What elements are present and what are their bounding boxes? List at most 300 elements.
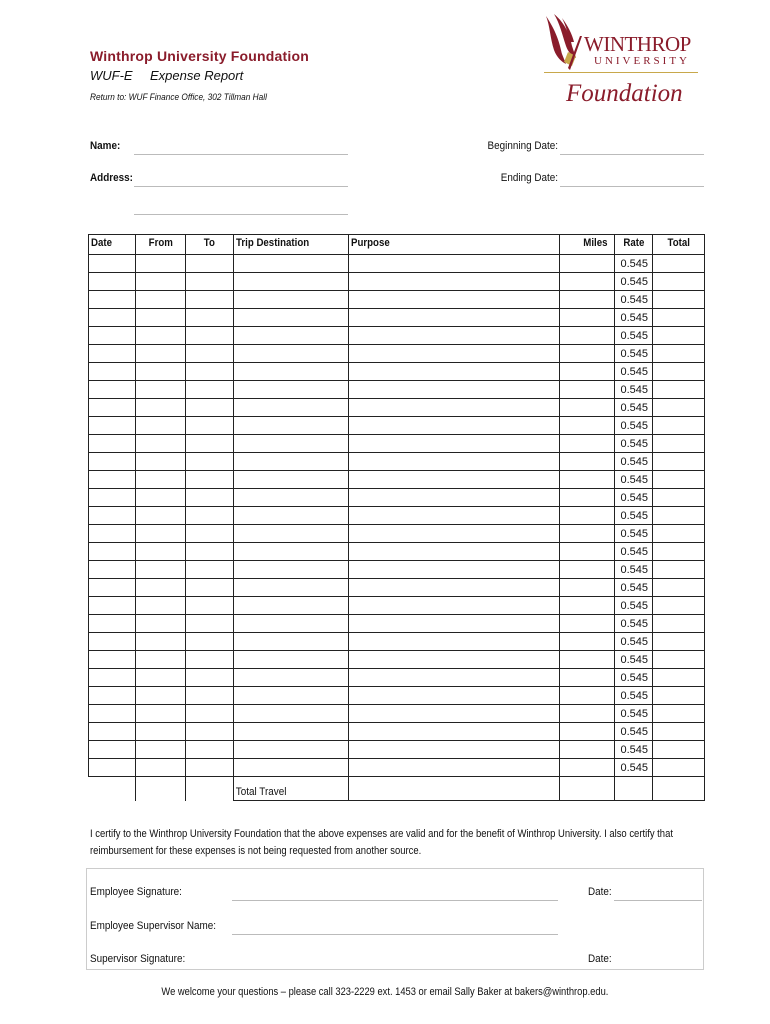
table-row bbox=[89, 759, 705, 777]
purpose-cell[interactable] bbox=[349, 273, 560, 291]
purpose-cell[interactable] bbox=[349, 579, 560, 597]
purpose-cell[interactable] bbox=[349, 525, 560, 543]
rate-cell: 0.545 bbox=[615, 273, 653, 291]
to-cell[interactable] bbox=[186, 273, 234, 291]
purpose-cell[interactable] bbox=[349, 723, 560, 741]
total-cell[interactable] bbox=[653, 273, 705, 291]
destination-cell[interactable] bbox=[234, 291, 349, 309]
address-field[interactable] bbox=[134, 186, 348, 187]
destination-cell[interactable] bbox=[234, 579, 349, 597]
expense-table bbox=[88, 234, 705, 801]
date-cell[interactable] bbox=[89, 561, 136, 579]
miles-cell[interactable] bbox=[560, 273, 615, 291]
beginning-date-label: Beginning Date: bbox=[487, 140, 558, 152]
address-field-line-2[interactable] bbox=[134, 214, 348, 215]
table-row bbox=[89, 255, 705, 273]
rate-cell: 0.545 bbox=[615, 633, 653, 651]
to-cell[interactable] bbox=[186, 417, 234, 435]
rate-cell: 0.545 bbox=[615, 489, 653, 507]
total-amount-cell[interactable] bbox=[653, 777, 705, 801]
name-label: Name: bbox=[90, 140, 121, 152]
ending-date-label: Ending Date: bbox=[500, 172, 558, 184]
from-cell[interactable] bbox=[136, 597, 186, 615]
destination-cell[interactable] bbox=[234, 273, 349, 291]
purpose-cell[interactable] bbox=[349, 291, 560, 309]
header-rate: Rate bbox=[615, 235, 653, 255]
destination-cell[interactable] bbox=[234, 543, 349, 561]
to-cell[interactable] bbox=[186, 327, 234, 345]
date-label-1: Date: bbox=[588, 886, 612, 898]
date-cell[interactable] bbox=[89, 615, 136, 633]
destination-cell[interactable] bbox=[234, 435, 349, 453]
table-row bbox=[89, 723, 705, 741]
from-cell[interactable] bbox=[136, 489, 186, 507]
total-cell[interactable] bbox=[653, 453, 705, 471]
rate-cell: 0.545 bbox=[615, 597, 653, 615]
destination-cell[interactable] bbox=[234, 597, 349, 615]
date-cell[interactable] bbox=[89, 381, 136, 399]
total-cell[interactable] bbox=[653, 345, 705, 363]
destination-cell[interactable] bbox=[234, 651, 349, 669]
from-cell[interactable] bbox=[136, 579, 186, 597]
form-title: Expense Report bbox=[150, 68, 244, 83]
from-cell[interactable] bbox=[136, 309, 186, 327]
rate-cell: 0.545 bbox=[615, 759, 653, 777]
total-cell[interactable] bbox=[653, 741, 705, 759]
from-cell[interactable] bbox=[136, 453, 186, 471]
header-from: From bbox=[136, 235, 186, 255]
destination-cell[interactable] bbox=[234, 453, 349, 471]
purpose-cell[interactable] bbox=[349, 561, 560, 579]
total-cell[interactable] bbox=[653, 651, 705, 669]
destination-cell[interactable] bbox=[234, 399, 349, 417]
table-row bbox=[89, 435, 705, 453]
miles-cell[interactable] bbox=[560, 597, 615, 615]
from-cell[interactable] bbox=[136, 291, 186, 309]
table-header-row bbox=[89, 235, 705, 255]
total-cell[interactable] bbox=[653, 327, 705, 345]
date-cell[interactable] bbox=[89, 507, 136, 525]
destination-cell[interactable] bbox=[234, 759, 349, 777]
total-cell[interactable] bbox=[653, 543, 705, 561]
rate-cell: 0.545 bbox=[615, 309, 653, 327]
return-address: Return to: WUF Finance Office, 302 Tillman Hall bbox=[90, 92, 267, 102]
to-cell[interactable] bbox=[186, 435, 234, 453]
date-cell[interactable] bbox=[89, 651, 136, 669]
total-travel-label: Total Travel bbox=[234, 777, 349, 801]
logo-wordmark: WINTHROP bbox=[584, 32, 691, 56]
from-cell[interactable] bbox=[136, 417, 186, 435]
rate-cell: 0.545 bbox=[615, 723, 653, 741]
destination-cell[interactable] bbox=[234, 489, 349, 507]
table-row bbox=[89, 507, 705, 525]
miles-cell[interactable] bbox=[560, 255, 615, 273]
date-cell[interactable] bbox=[89, 759, 136, 777]
purpose-cell[interactable] bbox=[349, 435, 560, 453]
destination-cell[interactable] bbox=[234, 327, 349, 345]
destination-cell[interactable] bbox=[234, 669, 349, 687]
miles-cell[interactable] bbox=[560, 579, 615, 597]
miles-cell[interactable] bbox=[560, 363, 615, 381]
to-cell[interactable] bbox=[186, 381, 234, 399]
to-cell[interactable] bbox=[186, 345, 234, 363]
date-cell[interactable] bbox=[89, 435, 136, 453]
from-cell[interactable] bbox=[136, 759, 186, 777]
beginning-date-field[interactable] bbox=[560, 154, 704, 155]
to-cell[interactable] bbox=[186, 579, 234, 597]
date-cell[interactable] bbox=[89, 291, 136, 309]
from-cell[interactable] bbox=[136, 723, 186, 741]
miles-cell[interactable] bbox=[560, 759, 615, 777]
rate-cell: 0.545 bbox=[615, 345, 653, 363]
destination-cell[interactable] bbox=[234, 723, 349, 741]
purpose-cell[interactable] bbox=[349, 327, 560, 345]
date-cell[interactable] bbox=[89, 579, 136, 597]
employee-signature-label: Employee Signature: bbox=[90, 886, 182, 898]
miles-cell[interactable] bbox=[560, 669, 615, 687]
date-cell[interactable] bbox=[89, 543, 136, 561]
to-cell[interactable] bbox=[186, 543, 234, 561]
date-cell[interactable] bbox=[89, 741, 136, 759]
to-cell[interactable] bbox=[186, 615, 234, 633]
to-cell[interactable] bbox=[186, 399, 234, 417]
date-cell[interactable] bbox=[89, 597, 136, 615]
miles-cell[interactable] bbox=[560, 435, 615, 453]
purpose-cell[interactable] bbox=[349, 687, 560, 705]
table-row bbox=[89, 579, 705, 597]
destination-cell[interactable] bbox=[234, 471, 349, 489]
miles-cell[interactable] bbox=[560, 291, 615, 309]
purpose-cell[interactable] bbox=[349, 507, 560, 525]
destination-cell[interactable] bbox=[234, 255, 349, 273]
destination-cell[interactable] bbox=[234, 705, 349, 723]
purpose-cell[interactable] bbox=[349, 741, 560, 759]
from-cell[interactable] bbox=[136, 399, 186, 417]
from-cell[interactable] bbox=[136, 543, 186, 561]
to-cell[interactable] bbox=[186, 723, 234, 741]
to-cell[interactable] bbox=[186, 633, 234, 651]
table-row bbox=[89, 489, 705, 507]
purpose-cell[interactable] bbox=[349, 669, 560, 687]
table-row bbox=[89, 273, 705, 291]
certification-text: I certify to the Winthrop University Foundation that the above expenses are valid and for the benefit of Winthrop University. I also certify that reimbursement for these expenses is not being requested from another source. bbox=[90, 828, 673, 857]
from-cell[interactable] bbox=[136, 741, 186, 759]
from-cell[interactable] bbox=[136, 381, 186, 399]
table-row bbox=[89, 399, 705, 417]
total-cell[interactable] bbox=[653, 507, 705, 525]
from-cell[interactable] bbox=[136, 669, 186, 687]
rate-cell: 0.545 bbox=[615, 687, 653, 705]
purpose-cell[interactable] bbox=[349, 615, 560, 633]
supervisor-name-field[interactable] bbox=[232, 934, 558, 935]
to-cell[interactable] bbox=[186, 759, 234, 777]
table-row bbox=[89, 687, 705, 705]
to-cell[interactable] bbox=[186, 291, 234, 309]
miles-cell[interactable] bbox=[560, 741, 615, 759]
rate-cell: 0.545 bbox=[615, 669, 653, 687]
date-cell[interactable] bbox=[89, 471, 136, 489]
total-travel-row bbox=[89, 777, 705, 801]
total-purpose-cell bbox=[349, 777, 560, 801]
from-cell[interactable] bbox=[136, 561, 186, 579]
miles-cell[interactable] bbox=[560, 471, 615, 489]
total-cell[interactable] bbox=[653, 309, 705, 327]
rate-cell: 0.545 bbox=[615, 561, 653, 579]
to-cell[interactable] bbox=[186, 741, 234, 759]
to-cell[interactable] bbox=[186, 561, 234, 579]
footer-contact: We welcome your questions – please call 323-2229 ext. 1453 or email Sally Baker at bakers@winthrop.edu. bbox=[161, 986, 609, 998]
total-cell[interactable] bbox=[653, 597, 705, 615]
supervisor-name-label: Employee Supervisor Name: bbox=[90, 920, 217, 932]
date-cell[interactable] bbox=[89, 705, 136, 723]
miles-cell[interactable] bbox=[560, 687, 615, 705]
total-cell[interactable] bbox=[653, 471, 705, 489]
miles-cell[interactable] bbox=[560, 309, 615, 327]
destination-cell[interactable] bbox=[234, 381, 349, 399]
miles-cell[interactable] bbox=[560, 633, 615, 651]
destination-cell[interactable] bbox=[234, 633, 349, 651]
purpose-cell[interactable] bbox=[349, 345, 560, 363]
purpose-cell[interactable] bbox=[349, 471, 560, 489]
date-cell[interactable] bbox=[89, 327, 136, 345]
miles-cell[interactable] bbox=[560, 525, 615, 543]
destination-cell[interactable] bbox=[234, 687, 349, 705]
date-cell[interactable] bbox=[89, 525, 136, 543]
total-rate-cell bbox=[615, 777, 653, 801]
rate-cell: 0.545 bbox=[615, 255, 653, 273]
destination-cell[interactable] bbox=[234, 309, 349, 327]
destination-cell[interactable] bbox=[234, 417, 349, 435]
header-trip-destination: Trip Destination bbox=[234, 235, 349, 255]
purpose-cell[interactable] bbox=[349, 543, 560, 561]
from-cell[interactable] bbox=[136, 507, 186, 525]
header-to: To bbox=[186, 235, 234, 255]
date-cell[interactable] bbox=[89, 633, 136, 651]
rate-cell: 0.545 bbox=[615, 651, 653, 669]
destination-cell[interactable] bbox=[234, 615, 349, 633]
date-cell[interactable] bbox=[89, 417, 136, 435]
to-cell[interactable] bbox=[186, 507, 234, 525]
purpose-cell[interactable] bbox=[349, 597, 560, 615]
total-cell[interactable] bbox=[653, 633, 705, 651]
date-cell[interactable] bbox=[89, 399, 136, 417]
purpose-cell[interactable] bbox=[349, 651, 560, 669]
destination-cell[interactable] bbox=[234, 741, 349, 759]
from-cell[interactable] bbox=[136, 525, 186, 543]
total-cell[interactable] bbox=[653, 417, 705, 435]
rate-cell: 0.545 bbox=[615, 579, 653, 597]
purpose-cell[interactable] bbox=[349, 381, 560, 399]
rate-cell: 0.545 bbox=[615, 453, 653, 471]
from-cell[interactable] bbox=[136, 687, 186, 705]
total-cell[interactable] bbox=[653, 759, 705, 777]
total-cell[interactable] bbox=[653, 579, 705, 597]
table-row bbox=[89, 363, 705, 381]
to-cell[interactable] bbox=[186, 255, 234, 273]
total-cell[interactable] bbox=[653, 435, 705, 453]
date-cell[interactable] bbox=[89, 723, 136, 741]
from-cell[interactable] bbox=[136, 633, 186, 651]
table-row bbox=[89, 543, 705, 561]
total-cell[interactable] bbox=[653, 363, 705, 381]
to-cell[interactable] bbox=[186, 651, 234, 669]
header-purpose: Purpose bbox=[349, 235, 560, 255]
table-row bbox=[89, 291, 705, 309]
total-cell[interactable] bbox=[653, 705, 705, 723]
date-cell[interactable] bbox=[89, 363, 136, 381]
miles-cell[interactable] bbox=[560, 453, 615, 471]
purpose-cell[interactable] bbox=[349, 489, 560, 507]
table-row bbox=[89, 669, 705, 687]
form-code: WUF-E bbox=[90, 68, 133, 83]
total-cell[interactable] bbox=[653, 687, 705, 705]
destination-cell[interactable] bbox=[234, 525, 349, 543]
purpose-cell[interactable] bbox=[349, 453, 560, 471]
total-cell[interactable] bbox=[653, 615, 705, 633]
employee-date-field[interactable] bbox=[614, 900, 702, 901]
rate-cell: 0.545 bbox=[615, 381, 653, 399]
total-cell[interactable] bbox=[653, 291, 705, 309]
date-cell[interactable] bbox=[89, 345, 136, 363]
miles-cell[interactable] bbox=[560, 417, 615, 435]
date-cell[interactable] bbox=[89, 255, 136, 273]
miles-cell[interactable] bbox=[560, 489, 615, 507]
org-title: Winthrop University Foundation bbox=[90, 48, 309, 64]
total-cell[interactable] bbox=[653, 561, 705, 579]
date-label-2: Date: bbox=[588, 953, 612, 965]
header-miles: Miles bbox=[560, 235, 615, 255]
logo-foundation: Foundation bbox=[566, 80, 683, 107]
from-cell[interactable] bbox=[136, 705, 186, 723]
table-row bbox=[89, 525, 705, 543]
from-cell[interactable] bbox=[136, 651, 186, 669]
purpose-cell[interactable] bbox=[349, 633, 560, 651]
to-cell[interactable] bbox=[186, 363, 234, 381]
table-row bbox=[89, 453, 705, 471]
rate-cell: 0.545 bbox=[615, 525, 653, 543]
employee-signature-field[interactable] bbox=[232, 900, 558, 901]
date-cell[interactable] bbox=[89, 489, 136, 507]
address-label: Address: bbox=[90, 172, 133, 184]
to-cell[interactable] bbox=[186, 669, 234, 687]
rate-cell: 0.545 bbox=[615, 291, 653, 309]
purpose-cell[interactable] bbox=[349, 255, 560, 273]
table-row bbox=[89, 345, 705, 363]
supervisor-signature-label: Supervisor Signature: bbox=[90, 953, 186, 965]
rate-cell: 0.545 bbox=[615, 741, 653, 759]
date-cell[interactable] bbox=[89, 687, 136, 705]
purpose-cell[interactable] bbox=[349, 309, 560, 327]
miles-cell[interactable] bbox=[560, 705, 615, 723]
table-row bbox=[89, 741, 705, 759]
destination-cell[interactable] bbox=[234, 363, 349, 381]
from-cell[interactable] bbox=[136, 273, 186, 291]
ending-date-field[interactable] bbox=[560, 186, 704, 187]
miles-cell[interactable] bbox=[560, 507, 615, 525]
total-miles-cell[interactable] bbox=[560, 777, 615, 801]
rate-cell: 0.545 bbox=[615, 615, 653, 633]
from-cell[interactable] bbox=[136, 435, 186, 453]
miles-cell[interactable] bbox=[560, 543, 615, 561]
rate-cell: 0.545 bbox=[615, 399, 653, 417]
from-cell[interactable] bbox=[136, 327, 186, 345]
to-cell[interactable] bbox=[186, 705, 234, 723]
to-cell[interactable] bbox=[186, 453, 234, 471]
total-cell[interactable] bbox=[653, 381, 705, 399]
to-cell[interactable] bbox=[186, 309, 234, 327]
logo-university: UNIVERSITY bbox=[594, 55, 690, 67]
to-cell[interactable] bbox=[186, 489, 234, 507]
total-cell[interactable] bbox=[653, 399, 705, 417]
purpose-cell[interactable] bbox=[349, 399, 560, 417]
total-cell[interactable] bbox=[653, 525, 705, 543]
to-cell[interactable] bbox=[186, 525, 234, 543]
destination-cell[interactable] bbox=[234, 345, 349, 363]
miles-cell[interactable] bbox=[560, 651, 615, 669]
total-cell[interactable] bbox=[653, 255, 705, 273]
total-cell[interactable] bbox=[653, 669, 705, 687]
miles-cell[interactable] bbox=[560, 615, 615, 633]
to-cell[interactable] bbox=[186, 687, 234, 705]
rate-cell: 0.545 bbox=[615, 507, 653, 525]
table-row bbox=[89, 381, 705, 399]
to-cell[interactable] bbox=[186, 471, 234, 489]
purpose-cell[interactable] bbox=[349, 363, 560, 381]
winthrop-foundation-logo bbox=[540, 12, 710, 112]
miles-cell[interactable] bbox=[560, 381, 615, 399]
miles-cell[interactable] bbox=[560, 561, 615, 579]
rate-cell: 0.545 bbox=[615, 327, 653, 345]
table-row bbox=[89, 633, 705, 651]
purpose-cell[interactable] bbox=[349, 759, 560, 777]
header-date: Date bbox=[89, 235, 136, 255]
date-cell[interactable] bbox=[89, 309, 136, 327]
table-row bbox=[89, 597, 705, 615]
miles-cell[interactable] bbox=[560, 399, 615, 417]
destination-cell[interactable] bbox=[234, 561, 349, 579]
rate-cell: 0.545 bbox=[615, 417, 653, 435]
table-row bbox=[89, 615, 705, 633]
total-cell[interactable] bbox=[653, 723, 705, 741]
rate-cell: 0.545 bbox=[615, 363, 653, 381]
rate-cell: 0.545 bbox=[615, 435, 653, 453]
purpose-cell[interactable] bbox=[349, 417, 560, 435]
miles-cell[interactable] bbox=[560, 345, 615, 363]
rate-cell: 0.545 bbox=[615, 705, 653, 723]
from-cell[interactable] bbox=[136, 615, 186, 633]
from-cell[interactable] bbox=[136, 255, 186, 273]
miles-cell[interactable] bbox=[560, 723, 615, 741]
from-cell[interactable] bbox=[136, 471, 186, 489]
to-cell[interactable] bbox=[186, 597, 234, 615]
miles-cell[interactable] bbox=[560, 327, 615, 345]
table-row bbox=[89, 561, 705, 579]
table-row bbox=[89, 417, 705, 435]
from-cell[interactable] bbox=[136, 345, 186, 363]
name-field[interactable] bbox=[134, 154, 348, 155]
header-total: Total bbox=[653, 235, 705, 255]
date-cell[interactable] bbox=[89, 453, 136, 471]
rate-cell: 0.545 bbox=[615, 471, 653, 489]
table-row bbox=[89, 705, 705, 723]
date-cell[interactable] bbox=[89, 669, 136, 687]
from-cell[interactable] bbox=[136, 363, 186, 381]
table-row bbox=[89, 651, 705, 669]
destination-cell[interactable] bbox=[234, 507, 349, 525]
date-cell[interactable] bbox=[89, 273, 136, 291]
purpose-cell[interactable] bbox=[349, 705, 560, 723]
total-cell[interactable] bbox=[653, 489, 705, 507]
